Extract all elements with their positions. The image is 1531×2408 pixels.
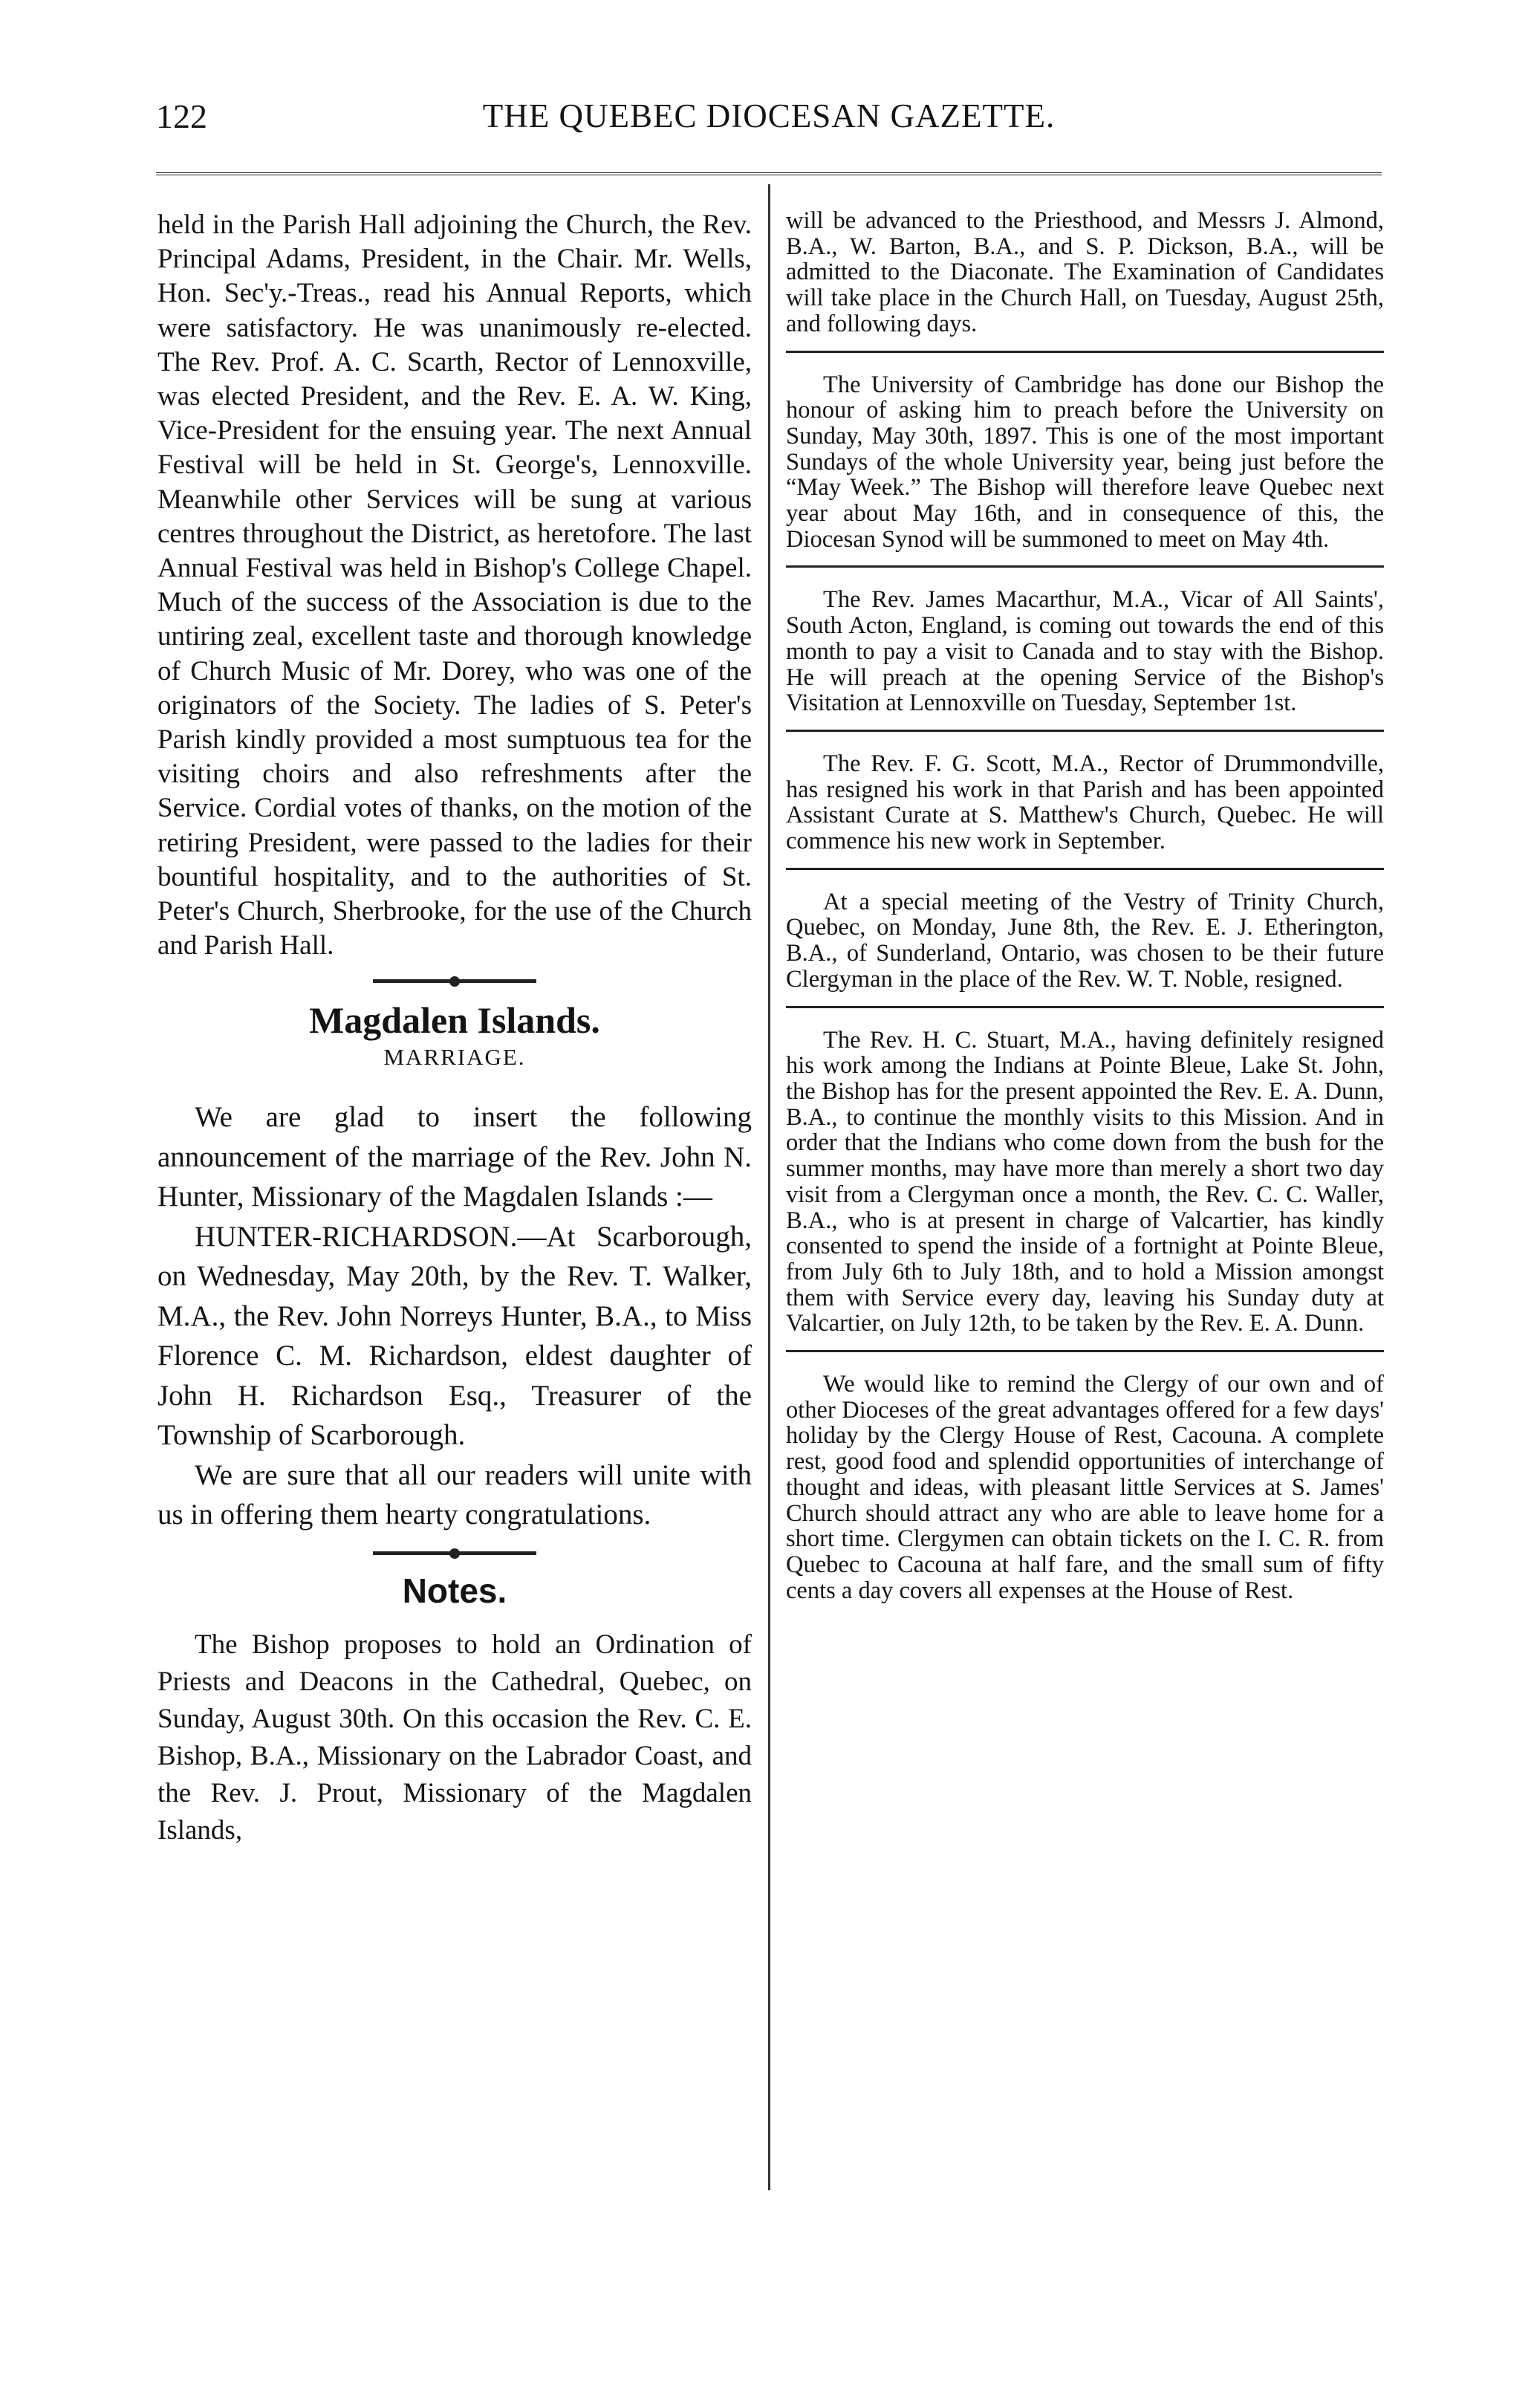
right-column	[786, 208, 1384, 1603]
choir-association-paragraph: held in the Parish Hall adjoining the Church, the Rev. Principal Adams, President, in the Chair. Mr. Wells, Hon. Sec'y.-Treas., read his Annual Reports, which were satisfactory. He was unanimously re-elected. The Rev. Prof. A. C. Scarth, Rector of Lennoxville, was elected President, and the Rev. E. A. W. King, Vice-President for the ensuing year. The next Annual Festival will be held in St. George's, Lennoxville. Meanwhile other Services will be sung at various centres throughout the District, as heretofore. The last Annual Festival was held in Bishop's College Chapel. Much of the success of the Association is due to the untiring zeal, excellent taste and thorough knowledge of Church Music of Mr. Dorey, who was one of the originators of the Society. The ladies of S. Peter's Parish kindly provided a most sumptuous tea for the visiting choirs and also refreshments after the Service. Cordial votes of thanks, on the motion of the retiring President, were passed to the ladies for their bountiful hospitality, and to the authorities of St. Peter's Church, Sherbrooke, for the use of the Church and Parish Hall.	[157, 210, 752, 961]
marriage-intro-paragraph: We are glad to insert the following announcement of the marriage of the Rev. John N. Hunter, Missionary of the Magdalen Islands :—	[157, 1101, 752, 1213]
header-rule	[156, 172, 1382, 175]
note-separator	[786, 730, 1384, 732]
stuart-note: The Rev. H. C. Stuart, M.A., having definitely resigned his work among the Indians at Pointe Bleue, Lake St. John, the Bishop has for the present appointed the Rev. E. A. Dunn, B.A., to continue the monthly visits to this Mission. And in order that the Indians who come down from the bush for the summer months, may have more than merely a short two day visit from a Clergyman once a month, the Rev. C. C. Waller, B.A., who is at present in charge of Valcartier, has kindly consented to spend the inside of a fortnight at Pointe Bleue, from July 6th to July 18th, and to hold a Mission amongst them with Service every day, leaving his Sunday duty at Valcartier, on July 12th, to be taken by the Rev. E. A. Dunn.	[786, 1026, 1384, 1337]
left-column	[157, 208, 752, 1849]
ordination-continued-paragraph: will be advanced to the Priesthood, and Messrs J. Almond, B.A., W. Barton, B.A., and S. P. Dickson, B.A., will be admitted to the Diaconate. The Examination of Candidates will take place in the Church Hall, on Tuesday, August 25th, and following days.	[786, 207, 1384, 337]
notes-heading: Notes.	[402, 1571, 507, 1610]
note-separator	[786, 565, 1384, 568]
marriage-subheading: MARRIAGE.	[383, 1044, 526, 1071]
note-separator	[786, 1350, 1384, 1352]
column-divider	[768, 184, 770, 2190]
note-separator	[786, 868, 1384, 870]
page-header	[156, 97, 1382, 156]
section-ornament	[373, 1551, 536, 1555]
ordination-paragraph: The Bishop proposes to hold an Ordination of Priests and Deacons in the Cathedral, Quebec, on Sunday, August 30th. On this occasion the Rev. C. E. Bishop, B.A., Missionary on the Labrador Coast, and the Rev. J. Prout, Missionary of the Magdalen Islands,	[157, 1629, 752, 1846]
marriage-notice-paragraph	[157, 1217, 752, 1455]
marriage-names: HUNTER-RICHARDSON.	[195, 1220, 518, 1253]
vestry-note: At a special meeting of the Vestry of Trinity Church, Quebec, on Monday, June 8th, the Rev. E. J. Etherington, B.A., of Sunderland, Ontario, was chosen to be their future Clergyman in the place of the Rev. W. T. Noble, resigned.	[786, 888, 1384, 993]
note-separator	[786, 351, 1384, 353]
marriage-notice-text: —At Scarborough, on Wednesday, May 20th, by the Rev. T. Walker, M.A., the Rev. John Norreys Hunter, B.A., to Miss Florence C. M. Richardson, eldest daughter of John H. Richardson Esq., Treasurer of the Township of Scarborough.	[157, 1220, 752, 1452]
section-ornament	[373, 979, 536, 983]
cacouna-note: We would like to remind the Clergy of our own and of other Dioceses of the great advantages offered for a few days' holiday by the Clergy House of Rest, Cacouna. A complete rest, good food and splendid opportunities of interchange of thought and ideas, with pleasant little Services at S. James' Church should attract any who are able to leave home for a short time. Clergymen can obtain tickets on the I. C. R. from Quebec to Cacouna at half fare, and the small sum of fifty cents a day covers all expenses at the House of Rest.	[786, 1371, 1384, 1604]
cambridge-note: The University of Cambridge has done our Bishop the honour of asking him to preach before the University on Sunday, May 30th, 1897. This is one of the most important Sundays of the whole University year, being just before the “May Week.” The Bishop will therefore leave Quebec next year about May 16th, and in consequence of this, the Diocesan Synod will be summoned to meet on May 4th.	[786, 371, 1384, 553]
scott-note: The Rev. F. G. Scott, M.A., Rector of Drummondville, has resigned his work in that Parish and has been appointed Assistant Curate at S. Matthew's Church, Quebec. He will commence his new work in September.	[786, 750, 1384, 855]
macarthur-note: The Rev. James Macarthur, M.A., Vicar of All Saints', South Acton, England, is coming out towards the end of this month to pay a visit to Canada and to stay with the Bishop. He will preach at the opening Service of the Bishop's Visitation at Lennoxville on Tuesday, September 1st.	[786, 586, 1384, 717]
magdalen-islands-heading: Magdalen Islands.	[309, 999, 600, 1042]
journal-title: THE QUEBEC DIOCESAN GAZETTE.	[482, 97, 1056, 134]
note-separator	[786, 1006, 1384, 1008]
congratulations-paragraph: We are sure that all our readers will unite with us in offering them hearty congratulations.	[157, 1458, 752, 1531]
page-number: 122	[156, 97, 207, 135]
